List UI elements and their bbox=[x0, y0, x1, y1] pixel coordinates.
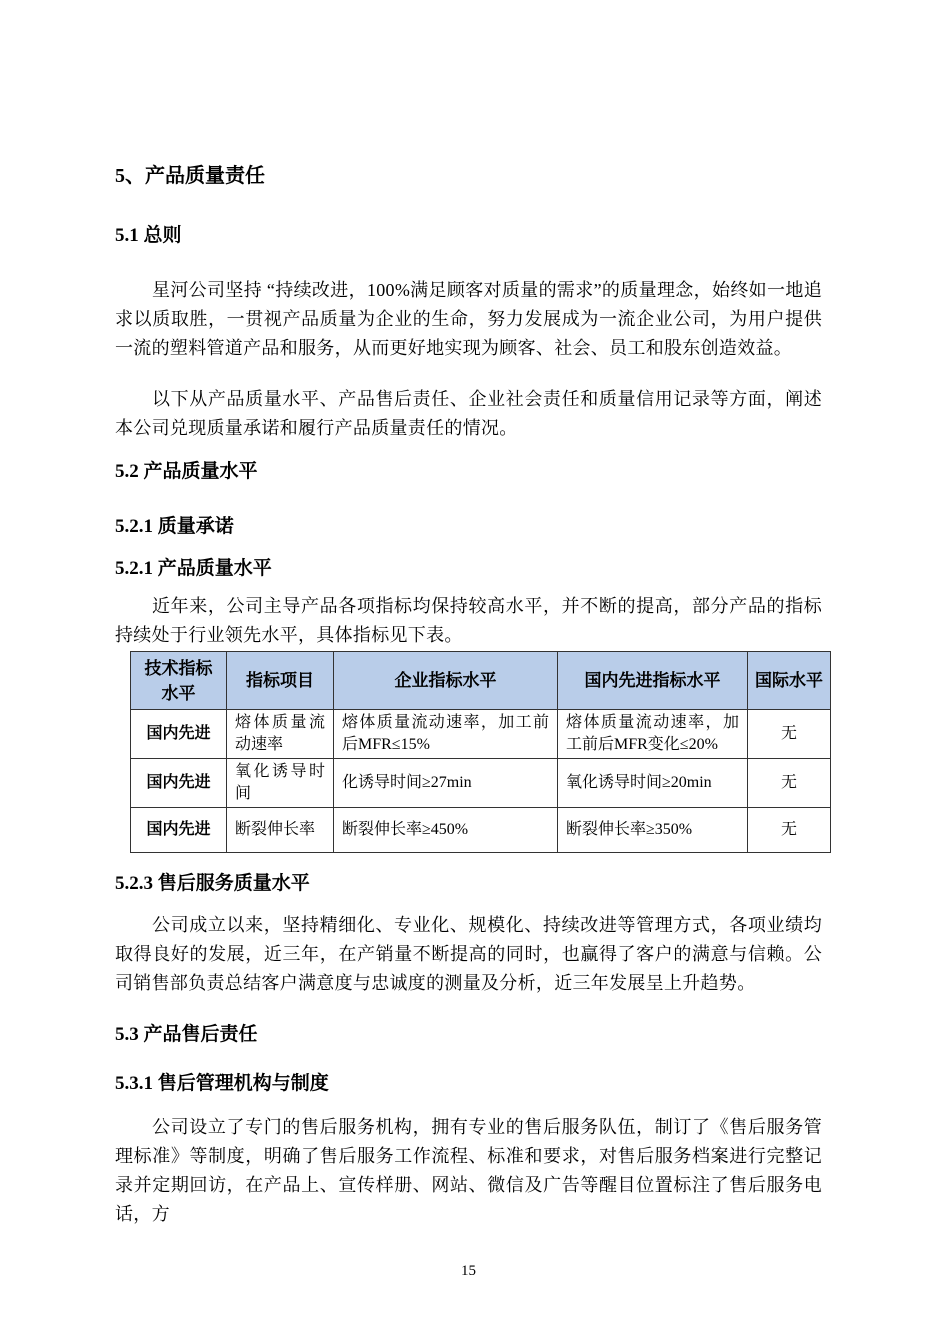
table-cell: 断裂伸长率≥450% bbox=[334, 808, 558, 853]
paragraph-after-sales-quality: 公司成立以来，坚持精细化、专业化、规模化、持续改进等管理方式，各项业绩均取得良好的发展，近三年，在产销量不断提高的同时，也赢得了客户的满意与信赖。公司销售部负责总结客户满意度与忠诚度的测量及分析，近三年发展呈上升趋势。 bbox=[115, 915, 822, 993]
table-cell: 熔体质量流动速率，加工前后MFR变化≤20% bbox=[558, 710, 748, 759]
table-cell: 国内先进 bbox=[131, 808, 227, 853]
paragraph-overview: 以下从产品质量水平、产品售后责任、企业社会责任和质量信用记录等方面，阐述本公司兑现质量承诺和履行产品质量责任的情况。 bbox=[115, 389, 822, 438]
table-cell: 断裂伸长率 bbox=[227, 808, 334, 853]
table-header-row bbox=[131, 652, 831, 710]
table-header-domestic-advanced-level: 国内先进指标水平 bbox=[558, 652, 748, 710]
section-heading-5-2-1-product-quality-level: 5.2.1 产品质量水平 bbox=[115, 558, 272, 579]
paragraph-after-sales-organization: 公司设立了专门的售后服务机构，拥有专业的售后服务队伍，制订了《售后服务管理标准》等制度，明确了售后服务工作流程、标准和要求，对售后服务档案进行完整记录并定期回访，在产品上、宣传样册、网站、微信及广告等醒目位置标注了售后服务电话，方 bbox=[115, 1117, 822, 1224]
section-heading-5-2: 5.2 产品质量水平 bbox=[115, 461, 258, 482]
chapter-heading: 5、产品质量责任 bbox=[115, 165, 265, 187]
paragraph-indicator-intro: 近年来，公司主导产品各项指标均保持较高水平，并不断的提高，部分产品的指标持续处于行业领先水平，具体指标见下表。 bbox=[115, 596, 822, 645]
table-row-elongation-at-break bbox=[131, 808, 831, 853]
table-header-enterprise-level: 企业指标水平 bbox=[334, 652, 558, 710]
table-row-oxidation-induction bbox=[131, 759, 831, 808]
table-cell: 无 bbox=[748, 710, 831, 759]
table-cell: 熔体质量流动速率 bbox=[227, 710, 334, 759]
table-cell: 断裂伸长率≥350% bbox=[558, 808, 748, 853]
table-header-tech-indicator-level: 技术指标水平 bbox=[131, 652, 227, 710]
table-cell: 无 bbox=[748, 759, 831, 808]
table-header-indicator-item: 指标项目 bbox=[227, 652, 334, 710]
table-cell: 氧化诱导时间 bbox=[227, 759, 334, 808]
section-heading-5-2-3: 5.2.3 售后服务质量水平 bbox=[115, 873, 310, 894]
section-heading-5-3: 5.3 产品售后责任 bbox=[115, 1024, 258, 1045]
table-cell: 化诱导时间≥27min bbox=[334, 759, 558, 808]
section-heading-5-3-1: 5.3.1 售后管理机构与制度 bbox=[115, 1073, 329, 1094]
table-cell: 无 bbox=[748, 808, 831, 853]
table-cell: 国内先进 bbox=[131, 710, 227, 759]
table-header-international-level: 国际水平 bbox=[748, 652, 831, 710]
section-heading-5-2-1-quality-commitment: 5.2.1 质量承诺 bbox=[115, 516, 234, 537]
table-cell: 熔体质量流动速率，加工前后MFR≤15% bbox=[334, 710, 558, 759]
paragraph-general-principle: 星河公司坚持 “持续改进，100%满足顾客对质量的需求”的质量理念，始终如一地追求以质取胜，一贯视产品质量为企业的生命，努力发展成为一流企业公司，为用户提供一流的塑料管道产品和服务，从而更好地实现为顾客、社会、员工和股东创造效益。 bbox=[115, 280, 822, 358]
quality-indicator-table bbox=[130, 651, 831, 853]
table-cell: 国内先进 bbox=[131, 759, 227, 808]
section-heading-5-1: 5.1 总则 bbox=[115, 225, 182, 246]
page-number: 15 bbox=[461, 1263, 476, 1279]
table-cell: 氧化诱导时间≥20min bbox=[558, 759, 748, 808]
table-row-mfr bbox=[131, 710, 831, 759]
